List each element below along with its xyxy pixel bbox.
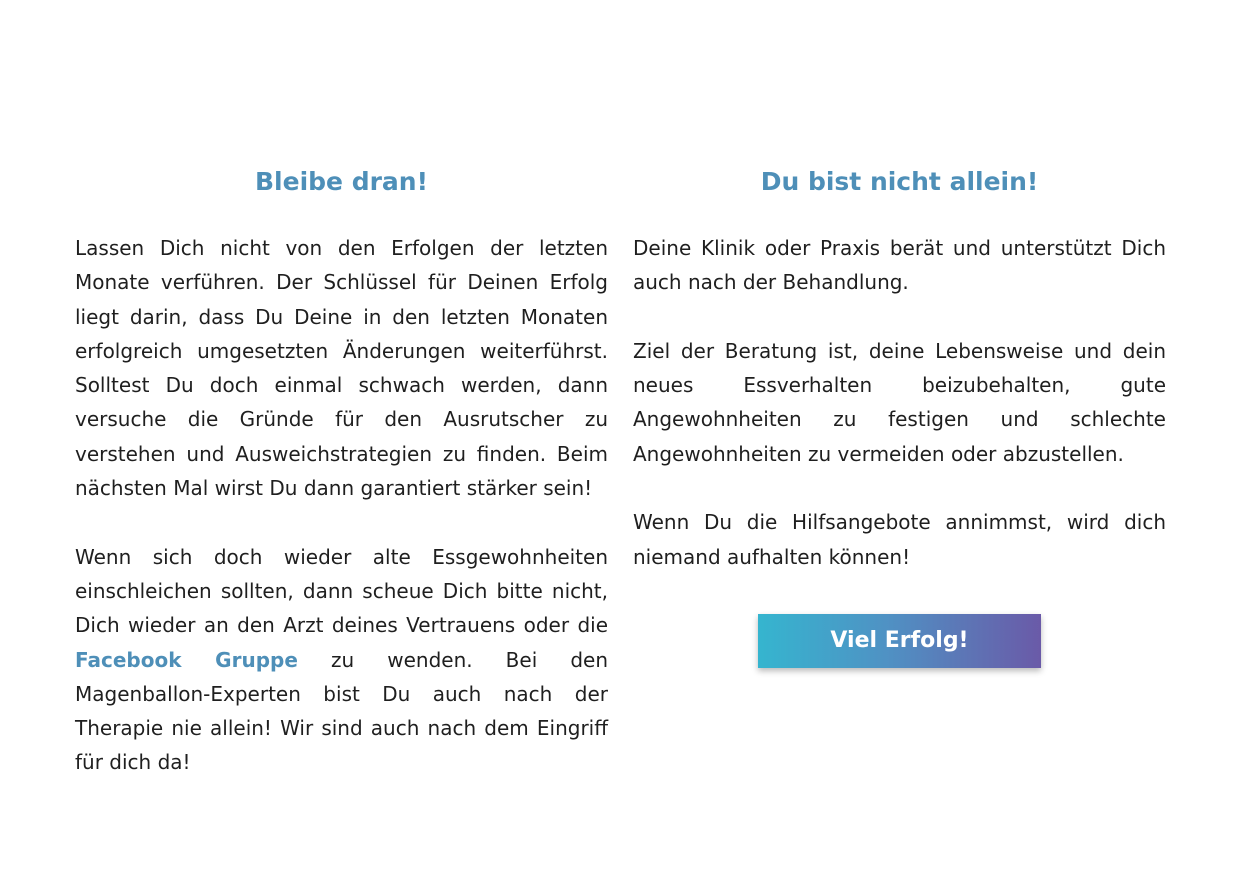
cta-wrapper (633, 614, 1166, 668)
right-paragraph-3: Wenn Du die Hilfsangebote annimmst, wird dich niemand aufhalten können! (633, 510, 1166, 569)
right-paragraph-1: Deine Klinik oder Praxis berät und unterstützt Dich auch nach der Behandlung. (633, 236, 1166, 295)
left-column (75, 164, 608, 780)
right-column (633, 164, 1166, 668)
viel-erfolg-button[interactable]: Viel Erfolg! (758, 614, 1041, 668)
left-paragraph-2-end: zu wenden. Bei den Magenballon-Experten bist Du auch nach der Therapie nie allein! Wir sind auch nach dem Eingriff für dich da! (75, 647, 609, 775)
left-paragraph-1: Lassen Dich nicht von den Erfolgen der letzten Monate verführen. Der Schlüssel für Deinen Erfolg liegt darin, dass Du Deine in den letzten Monaten erfolgreich umgesetzten Änderungen weiterführst. Solltest Du doch einmal schwach werden, dann versuche die Gründe für den Ausrutscher zu verstehen und Ausweichstrategien zu finden. Beim nächsten Mal wirst Du dann garantiert stärker sein! (75, 236, 608, 501)
heading-nicht-allein: Du bist nicht allein! (760, 167, 1039, 196)
right-body (633, 231, 1166, 574)
facebook-group-link[interactable]: Facebook Gruppe (75, 647, 298, 672)
left-body (75, 231, 608, 780)
heading-bleibe-dran: Bleibe dran! (255, 167, 428, 196)
right-paragraph-2: Ziel der Beratung ist, deine Lebensweise und dein neues Essverhalten beizubehalten, gute Angewohnheiten zu festigen und schlechte Angewohnheiten zu vermeiden oder abzustellen. (633, 338, 1166, 466)
left-paragraph-2-start: Wenn sich doch wieder alte Essgewohnheiten einschleichen sollten, dann scheue Dich bitte nicht, Dich wieder an den Arzt deines Vertrauens oder die (75, 544, 608, 638)
left-paragraph-2 (75, 540, 608, 780)
